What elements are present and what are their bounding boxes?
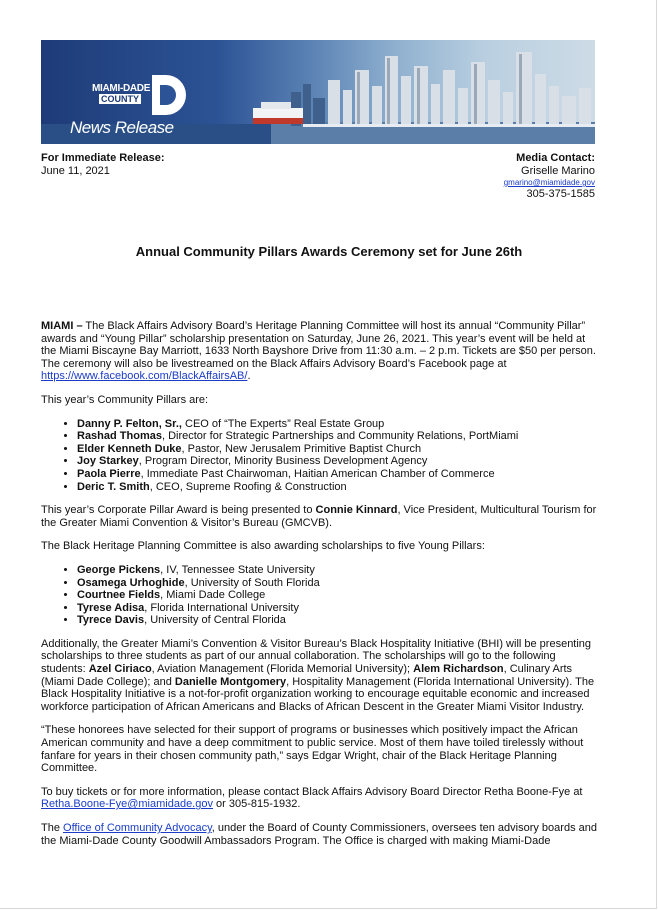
list-item: • Rashad Thomas, Director for Strategic Partnerships and Community Relations, PortMiami <box>77 430 597 443</box>
media-contact <box>504 152 595 201</box>
office-community-advocacy-link[interactable]: Office of Community Advocacy <box>63 822 212 834</box>
facebook-link[interactable]: https://www.facebook.com/BlackAffairsAB/ <box>41 370 248 383</box>
contact-name: Griselle Marino <box>521 165 595 177</box>
list-item: • Tyrece Davis, University of Central Florida <box>77 614 597 627</box>
contact-phone: 305-375-1585 <box>526 188 595 200</box>
young-pillars-intro: The Black Heritage Planning Committee is also awarding scholarships to five Young Pillars: <box>41 540 485 553</box>
contact-label: Media Contact: <box>516 152 595 164</box>
logo-line-2: COUNTY <box>101 94 139 104</box>
contact-email-link[interactable]: gmarino@miamidade.gov <box>503 178 595 187</box>
list-item: • Elder Kenneth Duke, Pastor, New Jerusalem Primitive Baptist Church <box>77 443 597 456</box>
news-release-title: News Release <box>70 118 174 137</box>
young-pillars-list <box>41 564 597 627</box>
list-item: • Deric T. Smith, CEO, Supreme Roofing & Construction <box>77 481 597 494</box>
list-item: • Joy Starkey, Program Director, Minority Business Development Agency <box>77 455 597 468</box>
headline: Annual Community Pillars Awards Ceremony set for June 26th <box>135 244 523 259</box>
quote-paragraph: “These honorees have selected for their support of programs or businesses which positively impact the African American community and have a deep commitment to public service. Most of them have toiled tirelessly without fanfare for years in their chosen community path,” says Edgar Wright, chair of the Black Heritage Planning Committee. <box>41 724 584 775</box>
release-body <box>41 320 597 858</box>
corporate-pillar-paragraph: This year’s Corporate Pillar Award is being presented to Connie Kinnard, Vice President, Multicultural Tourism for the Greater Miami Convention & Visitor’s Bureau (GMCVB). <box>41 504 597 529</box>
release-date: June 11, 2021 <box>41 165 110 177</box>
miami-dade-logo <box>70 73 220 138</box>
community-pillars-list <box>41 418 597 494</box>
list-item: • George Pickens, IV, Tennessee State University <box>77 564 597 577</box>
office-paragraph: The Office of Community Advocacy, under the Board of County Commissioners, oversees ten advisory boards and the Miami-Dade County Goodwill Ambassadors Program. The Office is charged with making Miami-Dade <box>41 822 597 847</box>
bhi-paragraph: Additionally, the Greater Miami’s Convention & Visitor Bureau’s Black Hospitality Initiative (BHI) will be presenting scholarships to three students as part of our annual collaboration. The scholarships will go to the following students: Azel Ciriaco, Aviation Management (Florida Memorial University); Alem Richardson, Culinary Arts (Miami Dade College); and Danielle Montgomery, Hospitality Management (Florida International University). The Black Hospitality Initiative is a not-for-profit organization working to encourage equitable economic and increased workforce participation of African Americans and Blacks of African Descent in the Greater Miami Visitor Industry. <box>41 637 595 713</box>
logo-line-1: MIAMI-DADE <box>92 83 151 94</box>
list-item: • Tyrese Adisa, Florida International University <box>77 602 597 615</box>
list-item: • Danny P. Felton, Sr., CEO of “The Experts” Real Estate Group <box>77 418 597 431</box>
pillars-intro: This year’s Community Pillars are: <box>41 393 209 406</box>
news-release-banner <box>41 40 595 144</box>
intro-paragraph: MIAMI – The Black Affairs Advisory Board’s Heritage Planning Committee will host its annual “Community Pillar” awards and “Young Pillar” scholarship presentation on Saturday, June 26, 2021. This year’s event will be held at the Miami Biscayne Bay Marriott, 1633 North Bayshore Drive from 11:30 a.m. – 2 p.m. Tickets are $50 per person. The ceremony will also be livestreamed on the Black Affairs Advisory Board’s Facebook page at https://www.facebook.com/BlackAffairsAB/. <box>41 320 596 383</box>
list-item: • Courtnee Fields, Miami Dade College <box>77 589 597 602</box>
logo-d-mark <box>150 73 190 117</box>
list-item: • Paola Pierre, Immediate Past Chairwoman, Haitian American Chamber of Commerce <box>77 468 597 481</box>
dateline: MIAMI – <box>41 320 83 332</box>
retha-email-link[interactable]: Retha.Boone-Fye@miamidade.gov <box>41 798 213 811</box>
list-item: • Osamega Urhoghide, University of South Florida <box>77 577 597 590</box>
tickets-paragraph: To buy tickets or for more information, please contact Black Affairs Advisory Board Director Retha Boone-Fye at Retha.Boone-Fye@miamidade.gov or 305-815-1932. <box>41 785 583 811</box>
release-label: For Immediate Release: <box>41 152 165 164</box>
